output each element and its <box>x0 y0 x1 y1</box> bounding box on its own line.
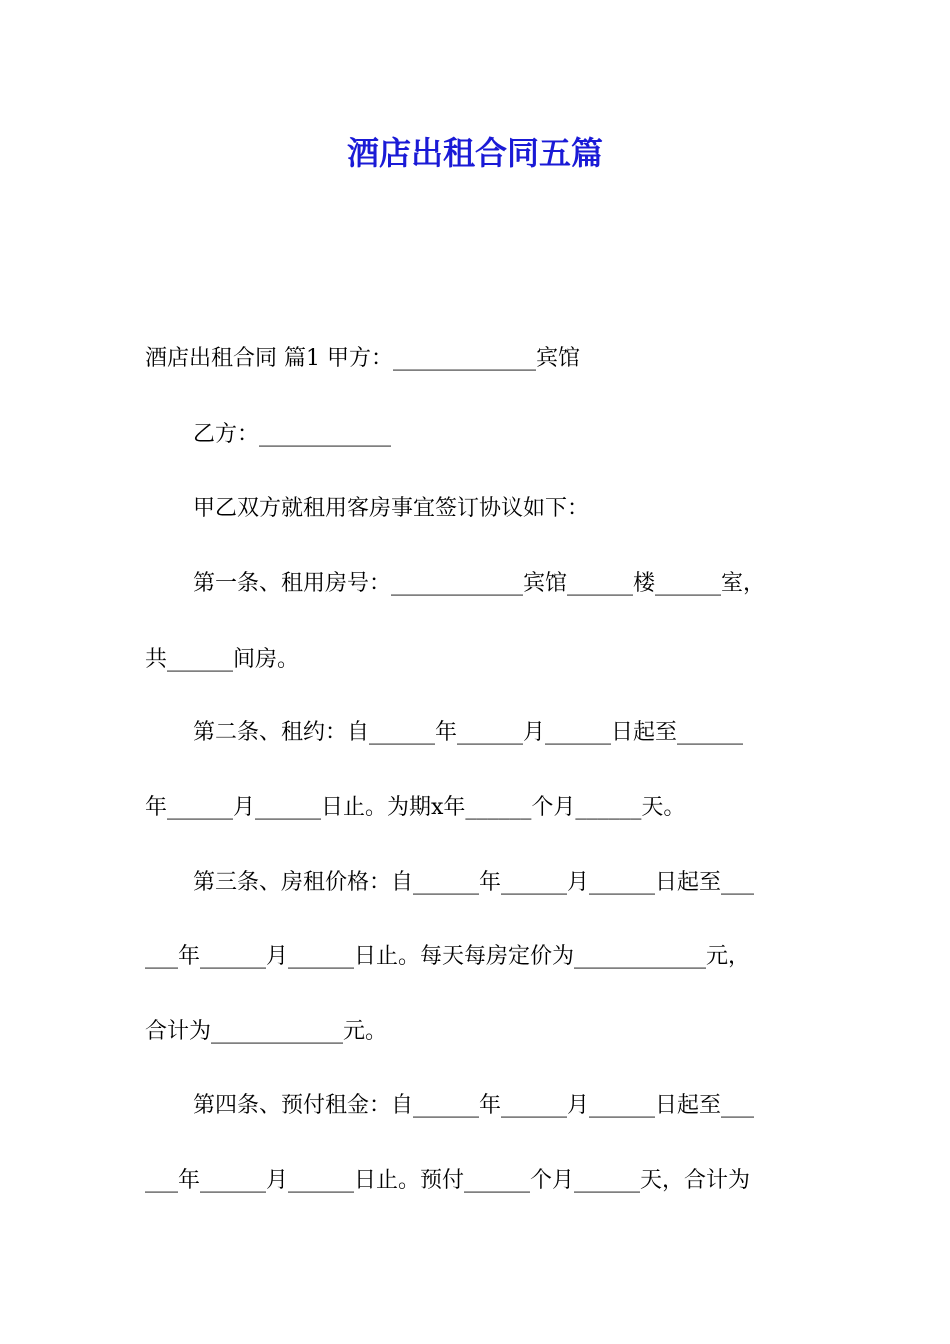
paragraph-line: ___年______月______日止。每天每房定价为____________元， <box>145 944 751 969</box>
paragraph-line: 第三条、房租价格：自______年______月______日起至___ <box>193 870 755 895</box>
paragraph-line: 第一条、租用房号：____________宾馆______楼______室， <box>193 571 766 596</box>
paragraph-line: ___年______月______日止。预付______个月______天，合计为 <box>145 1168 751 1193</box>
paragraph-line: 年______月______日止。为期x年______个月______天。 <box>145 795 686 820</box>
paragraph-line: 共______间房。 <box>145 647 300 672</box>
paragraph-line: 甲乙双方就租用客房事宜签订协议如下： <box>193 496 590 521</box>
document-title: 酒店出租合同五篇 <box>346 134 603 172</box>
paragraph-line: 乙方：____________ <box>193 422 392 447</box>
paragraph-line: 酒店出租合同 篇1 甲方：_____________宾馆 <box>145 346 580 371</box>
paragraph-line: 第二条、租约：自______年______月______日起至______ <box>193 720 744 745</box>
paragraph-line: 第四条、预付租金：自______年______月______日起至___ <box>193 1093 755 1118</box>
paragraph-line: 合计为____________元。 <box>145 1019 388 1044</box>
